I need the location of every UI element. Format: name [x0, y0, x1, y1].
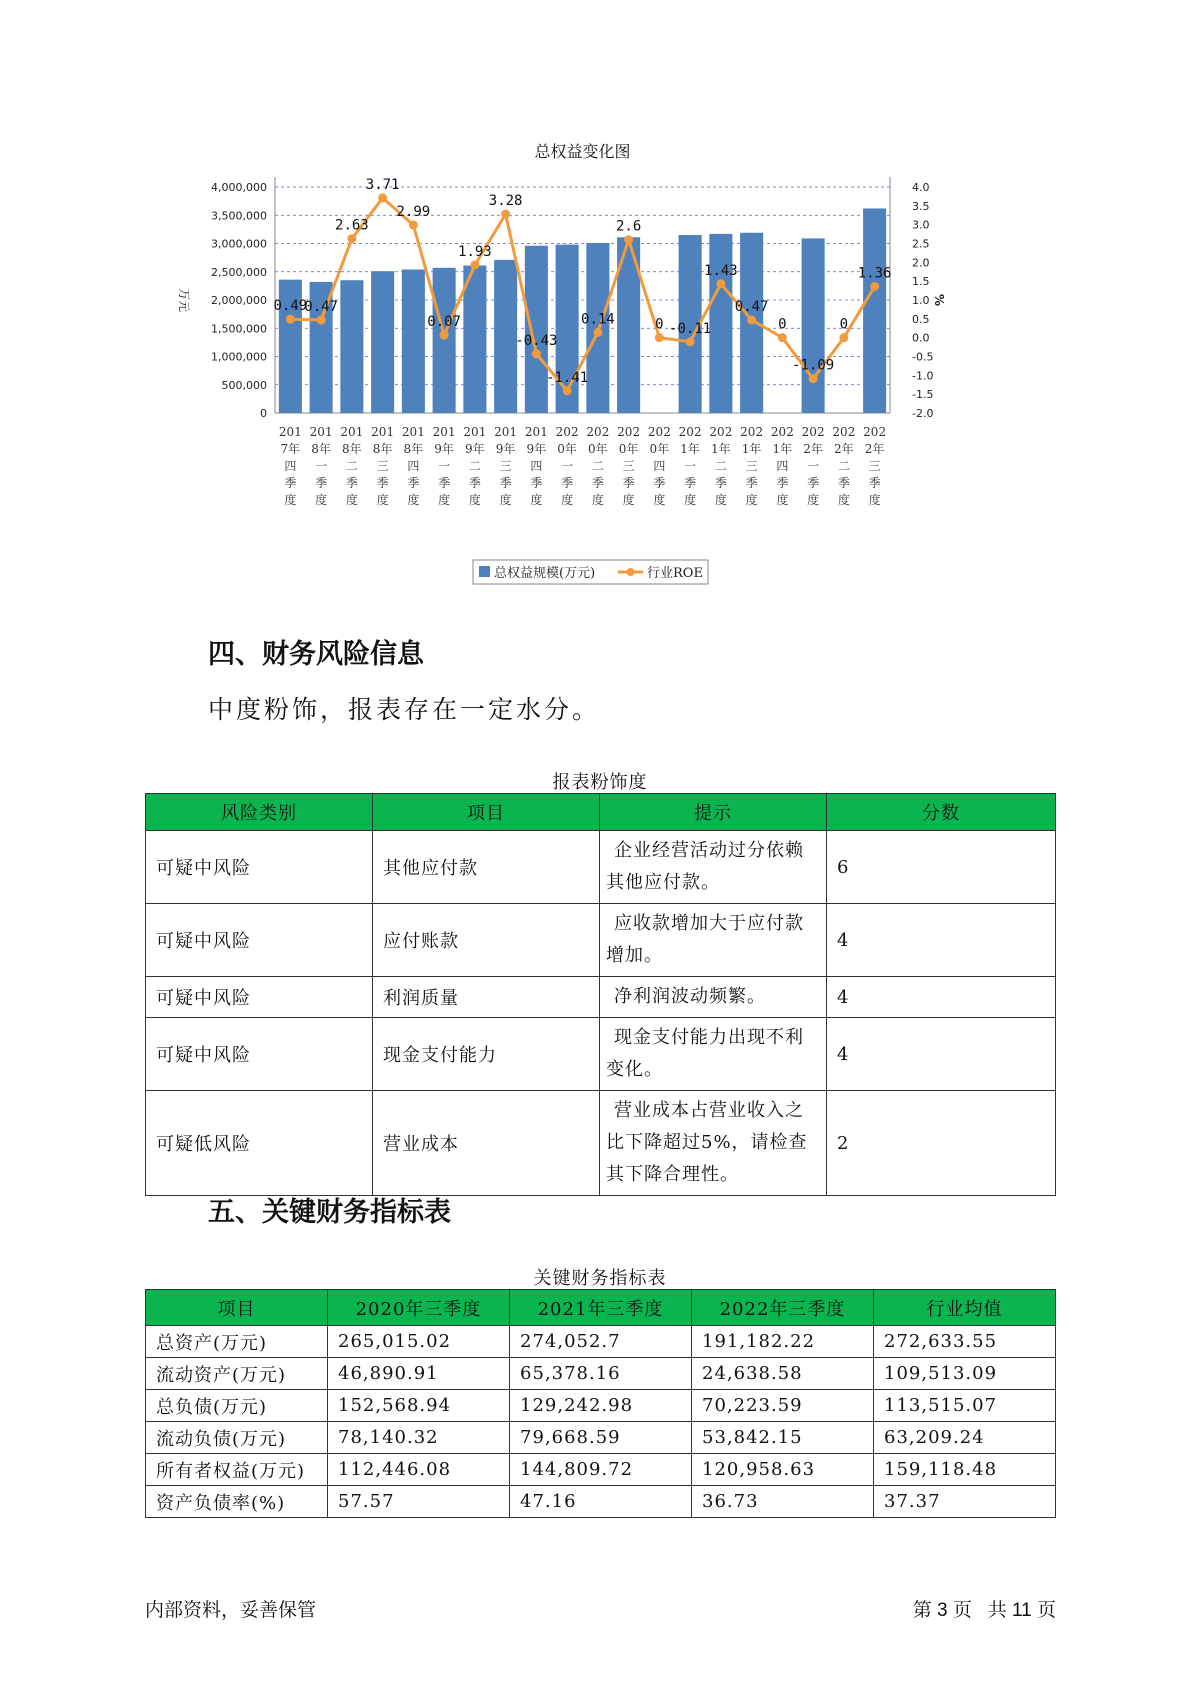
x-tick-label: 一	[807, 459, 820, 473]
roe-point	[839, 333, 848, 342]
x-tick-label: 度	[376, 493, 389, 507]
x-tick-label: 度	[345, 493, 358, 507]
x-tick-label: 度	[284, 493, 297, 507]
y-right-tick-label: 1.0	[912, 294, 930, 307]
bar	[463, 266, 486, 413]
x-tick-label: 季	[745, 476, 758, 490]
x-tick-label: 季	[376, 476, 389, 490]
x-tick-label: 1年	[772, 442, 793, 456]
risk-score-cell: 4	[827, 1018, 1056, 1091]
x-tick-label: 度	[684, 493, 697, 507]
x-tick-label: 度	[714, 493, 727, 507]
risk-header-cell: 提示	[600, 794, 827, 831]
roe-data-label: -1.09	[792, 357, 835, 374]
section-4-heading: 四、财务风险信息	[208, 639, 424, 670]
x-tick-label: 1年	[680, 442, 700, 456]
roe-data-label: 2.63	[335, 217, 369, 234]
kpi-value-cell: 144,809.72	[510, 1454, 692, 1486]
x-tick-label: 9年	[495, 442, 516, 456]
x-tick-label: 季	[530, 476, 543, 490]
x-tick-label: 201	[371, 425, 395, 439]
y-left-tick-label: 2,000,000	[211, 294, 267, 307]
x-tick-label: 二	[714, 459, 727, 473]
x-tick-label: 2年	[834, 442, 854, 456]
risk-score-cell: 6	[827, 831, 1056, 904]
section-4-summary: 中度粉饰，报表存在一定水分。	[208, 695, 601, 724]
roe-data-label: 0.49	[273, 298, 308, 315]
x-tick-label: 度	[561, 493, 574, 507]
x-tick-label: 季	[684, 476, 697, 490]
kpi-value-cell: 112,446.08	[328, 1454, 510, 1486]
x-tick-label: 季	[468, 476, 481, 490]
risk-item-cell: 现金支付能力	[373, 1018, 600, 1091]
roe-data-label: -0.43	[515, 332, 558, 349]
kpi-value-cell: 159,118.48	[874, 1454, 1056, 1486]
x-tick-label: 一	[315, 459, 328, 473]
kpi-value-cell: 46,890.91	[328, 1358, 510, 1390]
x-tick-label: 202	[863, 425, 887, 439]
roe-point	[593, 328, 602, 337]
table-row	[146, 1486, 1056, 1518]
y-left-tick-label: 1,500,000	[211, 322, 267, 336]
x-tick-label: 度	[653, 493, 666, 507]
roe-point	[347, 234, 356, 243]
risk-table	[145, 793, 1056, 1196]
kpi-value-cell: 36.73	[692, 1486, 874, 1518]
x-tick-label: 度	[591, 493, 604, 507]
kpi-value-cell: 272,633.55	[874, 1326, 1056, 1358]
y-left-tick-label: 3,500,000	[211, 209, 267, 223]
equity-chart-svg	[150, 140, 1030, 600]
x-tick-label: 201	[524, 425, 548, 439]
x-tick-label: 度	[807, 493, 820, 507]
roe-point	[778, 333, 787, 342]
x-tick-label: 四	[530, 459, 543, 473]
roe-point	[655, 333, 664, 342]
kpi-item-cell: 流动资产(万元)	[146, 1358, 328, 1390]
risk-header-cell: 项目	[373, 794, 600, 831]
risk-hint-cell: 企业经营活动过分依赖其他应付款。	[600, 831, 827, 904]
x-tick-label: 202	[740, 425, 764, 439]
y-left-axis-title: 万元	[177, 287, 191, 313]
roe-data-label: 2.6	[615, 218, 642, 235]
roe-data-label: 1.43	[704, 262, 738, 279]
x-tick-label: 度	[530, 493, 543, 507]
risk-score-cell: 4	[827, 904, 1056, 977]
y-right-tick-label: -2.0	[912, 407, 934, 420]
x-tick-label: 202	[678, 425, 702, 439]
x-tick-label: 季	[776, 476, 789, 490]
y-right-axis-title: %	[932, 293, 946, 307]
x-tick-label: 202	[801, 425, 825, 439]
kpi-table	[145, 1289, 1056, 1518]
risk-header-cell: 分数	[827, 794, 1056, 831]
risk-score-cell: 4	[827, 977, 1056, 1018]
x-tick-label: 二	[345, 459, 358, 473]
roe-point	[286, 315, 295, 324]
x-tick-label: 度	[315, 493, 328, 507]
roe-data-label: 0.47	[304, 298, 338, 315]
roe-data-label: 0.07	[427, 314, 461, 331]
y-right-tick-label: 4.0	[912, 181, 930, 194]
x-tick-label: 度	[499, 493, 512, 507]
y-left-tick-label: 3,000,000	[211, 237, 267, 251]
roe-data-label: -1.41	[546, 369, 589, 386]
kpi-item-cell: 总资产(万元)	[146, 1326, 328, 1358]
x-tick-label: 三	[499, 459, 512, 473]
roe-data-label: 0	[655, 316, 664, 333]
x-tick-label: 季	[622, 476, 635, 490]
x-tick-label: 1年	[711, 442, 731, 456]
x-tick-label: 202	[770, 425, 794, 439]
x-tick-label: 2年	[864, 442, 885, 456]
roe-data-label: 2.99	[396, 204, 431, 221]
risk-hint-cell: 营业成本占营业收入之比下降超过5%，请检查其下降合理性。	[600, 1091, 827, 1196]
kpi-value-cell: 63,209.24	[874, 1422, 1056, 1454]
roe-point	[716, 279, 725, 288]
bar	[863, 208, 886, 413]
x-tick-label: 9年	[465, 442, 485, 456]
x-tick-label: 季	[315, 476, 328, 490]
kpi-value-cell: 109,513.09	[874, 1358, 1056, 1390]
kpi-value-cell: 274,052.7	[510, 1326, 692, 1358]
x-tick-label: 三	[745, 459, 758, 473]
roe-point	[809, 374, 818, 383]
x-tick-label: 四	[407, 459, 420, 473]
kpi-header-cell: 2022年三季度	[692, 1290, 874, 1326]
roe-point	[870, 282, 879, 291]
x-tick-label: 2年	[803, 442, 823, 456]
x-tick-label: 202	[617, 425, 641, 439]
y-right-tick-label: 2.5	[912, 237, 930, 251]
roe-data-label: 3.28	[488, 193, 523, 210]
x-tick-label: 度	[622, 493, 635, 507]
roe-data-label: 0	[839, 316, 849, 333]
y-right-tick-label: 3.0	[912, 218, 930, 232]
roe-data-label: 0.47	[734, 298, 769, 315]
x-tick-label: 0年	[618, 442, 639, 456]
roe-point	[470, 260, 479, 269]
bar	[340, 280, 363, 413]
kpi-value-cell: 79,668.59	[510, 1422, 692, 1454]
kpi-value-cell: 78,140.32	[328, 1422, 510, 1454]
roe-data-label: 1.36	[857, 265, 892, 282]
x-tick-label: 201	[401, 425, 425, 439]
risk-table-header-row	[146, 794, 1056, 831]
x-tick-label: 季	[807, 476, 820, 490]
legend-bar-swatch	[479, 566, 490, 577]
roe-data-label: 0.14	[581, 311, 615, 328]
risk-category-cell: 可疑低风险	[146, 1091, 373, 1196]
x-tick-label: 四	[653, 459, 666, 473]
footer-page-number: 第 3 页 共 11 页	[912, 1600, 1056, 1621]
x-tick-label: 季	[714, 476, 727, 490]
y-left-tick-label: 4,000,000	[211, 181, 267, 194]
table-row	[146, 1091, 1056, 1196]
x-tick-label: 201	[494, 425, 518, 439]
kpi-value-cell: 129,242.98	[510, 1390, 692, 1422]
table-row	[146, 831, 1056, 904]
x-tick-label: 季	[653, 476, 666, 490]
bar	[709, 234, 732, 413]
x-tick-label: 8年	[342, 442, 362, 456]
kpi-item-cell: 流动负债(万元)	[146, 1422, 328, 1454]
x-tick-label: 7年	[280, 442, 301, 456]
x-tick-label: 季	[868, 476, 881, 490]
x-tick-label: 三	[868, 459, 881, 473]
kpi-value-cell: 265,015.02	[328, 1326, 510, 1358]
table-row	[146, 1422, 1056, 1454]
x-tick-label: 季	[345, 476, 358, 490]
kpi-table-caption: 关键财务指标表	[533, 1268, 667, 1289]
x-tick-label: 四	[284, 459, 297, 473]
roe-point	[624, 235, 633, 244]
risk-table-caption: 报表粉饰度	[552, 772, 648, 793]
legend-bar-label: 总权益规模(万元)	[494, 566, 596, 581]
kpi-value-cell: 120,958.63	[692, 1454, 874, 1486]
roe-data-label: -0.11	[669, 320, 712, 337]
x-tick-label: 201	[278, 425, 302, 439]
x-tick-label: 8年	[372, 442, 393, 456]
x-tick-label: 一	[438, 459, 451, 473]
kpi-value-cell: 24,638.58	[692, 1358, 874, 1390]
y-right-tick-label: 1.5	[912, 275, 930, 289]
x-tick-label: 9年	[434, 442, 454, 456]
x-tick-label: 季	[438, 476, 451, 490]
risk-item-cell: 营业成本	[373, 1091, 600, 1196]
roe-data-label: 3.71	[365, 176, 400, 193]
x-tick-label: 度	[468, 493, 481, 507]
kpi-item-cell: 资产负债率(%)	[146, 1486, 328, 1518]
x-tick-label: 四	[776, 459, 789, 473]
roe-data-label: 1.93	[458, 243, 492, 260]
risk-hint-cell: 净利润波动频繁。	[600, 977, 827, 1018]
roe-data-label: 0	[778, 316, 787, 333]
risk-category-cell: 可疑中风险	[146, 1018, 373, 1091]
kpi-item-cell: 所有者权益(万元)	[146, 1454, 328, 1486]
risk-item-cell: 应付账款	[373, 904, 600, 977]
y-right-tick-label: 3.5	[912, 199, 930, 213]
x-tick-label: 季	[837, 476, 850, 490]
kpi-value-cell: 53,842.15	[692, 1422, 874, 1454]
x-tick-label: 201	[463, 425, 487, 439]
x-tick-label: 季	[407, 476, 420, 490]
x-tick-label: 202	[832, 425, 856, 439]
roe-point	[747, 315, 756, 324]
x-tick-label: 度	[776, 493, 789, 507]
roe-point	[501, 210, 510, 219]
roe-point	[440, 331, 449, 340]
risk-header-cell: 风险类别	[146, 794, 373, 831]
roe-point	[317, 315, 326, 324]
y-right-tick-label: 0.5	[912, 312, 930, 326]
kpi-item-cell: 总负债(万元)	[146, 1390, 328, 1422]
kpi-header-cell: 2020年三季度	[328, 1290, 510, 1326]
roe-point	[532, 349, 541, 358]
x-tick-label: 度	[868, 493, 881, 507]
bar	[802, 238, 825, 413]
table-row	[146, 1358, 1056, 1390]
x-tick-label: 202	[555, 425, 579, 439]
kpi-header-cell: 项目	[146, 1290, 328, 1326]
table-row	[146, 1326, 1056, 1358]
x-tick-label: 202	[647, 425, 671, 439]
x-tick-label: 0年	[649, 442, 670, 456]
equity-chart	[150, 140, 1030, 600]
x-tick-label: 二	[837, 459, 850, 473]
bar	[433, 268, 456, 413]
risk-category-cell: 可疑中风险	[146, 977, 373, 1018]
x-tick-label: 一	[561, 459, 574, 473]
risk-hint-cell: 现金支付能力出现不利变化。	[600, 1018, 827, 1091]
kpi-value-cell: 113,515.07	[874, 1390, 1056, 1422]
x-tick-label: 二	[468, 459, 481, 473]
x-tick-label: 202	[586, 425, 610, 439]
risk-hint-cell: 应收款增加大于应付款增加。	[600, 904, 827, 977]
x-tick-label: 8年	[403, 442, 424, 456]
kpi-value-cell: 65,378.16	[510, 1358, 692, 1390]
x-tick-label: 季	[591, 476, 604, 490]
y-right-tick-label: -1.5	[912, 388, 934, 402]
y-left-tick-label: 2,500,000	[211, 265, 267, 279]
risk-item-cell: 利润质量	[373, 977, 600, 1018]
x-tick-label: 9年	[526, 442, 547, 456]
table-row	[146, 1018, 1056, 1091]
kpi-value-cell: 70,223.59	[692, 1390, 874, 1422]
y-right-tick-label: -0.5	[912, 350, 934, 364]
x-tick-label: 201	[432, 425, 456, 439]
x-tick-label: 202	[709, 425, 733, 439]
roe-point	[686, 337, 695, 346]
footer-confidential-note: 内部资料，妥善保管	[145, 1600, 317, 1621]
kpi-table-header-row	[146, 1290, 1056, 1326]
kpi-value-cell: 152,568.94	[328, 1390, 510, 1422]
x-tick-label: 季	[561, 476, 574, 490]
table-row	[146, 1390, 1056, 1422]
bar	[525, 246, 548, 413]
x-tick-label: 季	[284, 476, 297, 490]
x-tick-label: 三	[376, 459, 389, 473]
y-right-tick-label: 2.0	[912, 256, 930, 270]
table-row	[146, 1454, 1056, 1486]
x-tick-label: 201	[309, 425, 333, 439]
kpi-value-cell: 57.57	[328, 1486, 510, 1518]
x-tick-label: 二	[591, 459, 604, 473]
roe-point	[409, 221, 418, 230]
table-row	[146, 904, 1056, 977]
bar	[494, 260, 517, 413]
risk-score-cell: 2	[827, 1091, 1056, 1196]
y-right-tick-label: 0.0	[912, 331, 930, 345]
section-5-heading: 五、关键财务指标表	[208, 1197, 451, 1228]
kpi-value-cell: 47.16	[510, 1486, 692, 1518]
kpi-value-cell: 191,182.22	[692, 1326, 874, 1358]
risk-item-cell: 其他应付款	[373, 831, 600, 904]
x-tick-label: 0年	[557, 442, 577, 456]
risk-category-cell: 可疑中风险	[146, 831, 373, 904]
x-tick-label: 1年	[741, 442, 762, 456]
x-tick-label: 季	[499, 476, 512, 490]
x-tick-label: 一	[684, 459, 697, 473]
x-tick-label: 度	[837, 493, 850, 507]
x-tick-label: 度	[745, 493, 758, 507]
legend-line-marker	[627, 568, 635, 576]
chart-title: 总权益变化图	[534, 142, 631, 161]
x-tick-label: 度	[407, 493, 420, 507]
roe-point	[378, 193, 387, 202]
y-left-tick-label: 1,000,000	[211, 350, 267, 364]
x-tick-label: 三	[622, 459, 635, 473]
x-tick-label: 8年	[311, 442, 331, 456]
y-left-tick-label: 500,000	[221, 378, 267, 392]
y-left-tick-label: 0	[260, 407, 267, 420]
kpi-value-cell: 37.37	[874, 1486, 1056, 1518]
legend-line-label: 行业ROE	[647, 566, 703, 581]
roe-point	[563, 386, 572, 395]
x-tick-label: 度	[438, 493, 451, 507]
bar	[402, 269, 425, 413]
y-right-tick-label: -1.0	[912, 369, 934, 383]
kpi-header-cell: 行业均值	[874, 1290, 1056, 1326]
kpi-header-cell: 2021年三季度	[510, 1290, 692, 1326]
x-tick-label: 201	[340, 425, 364, 439]
table-row	[146, 977, 1056, 1018]
bar	[371, 271, 394, 413]
risk-category-cell: 可疑中风险	[146, 904, 373, 977]
x-tick-label: 0年	[588, 442, 608, 456]
